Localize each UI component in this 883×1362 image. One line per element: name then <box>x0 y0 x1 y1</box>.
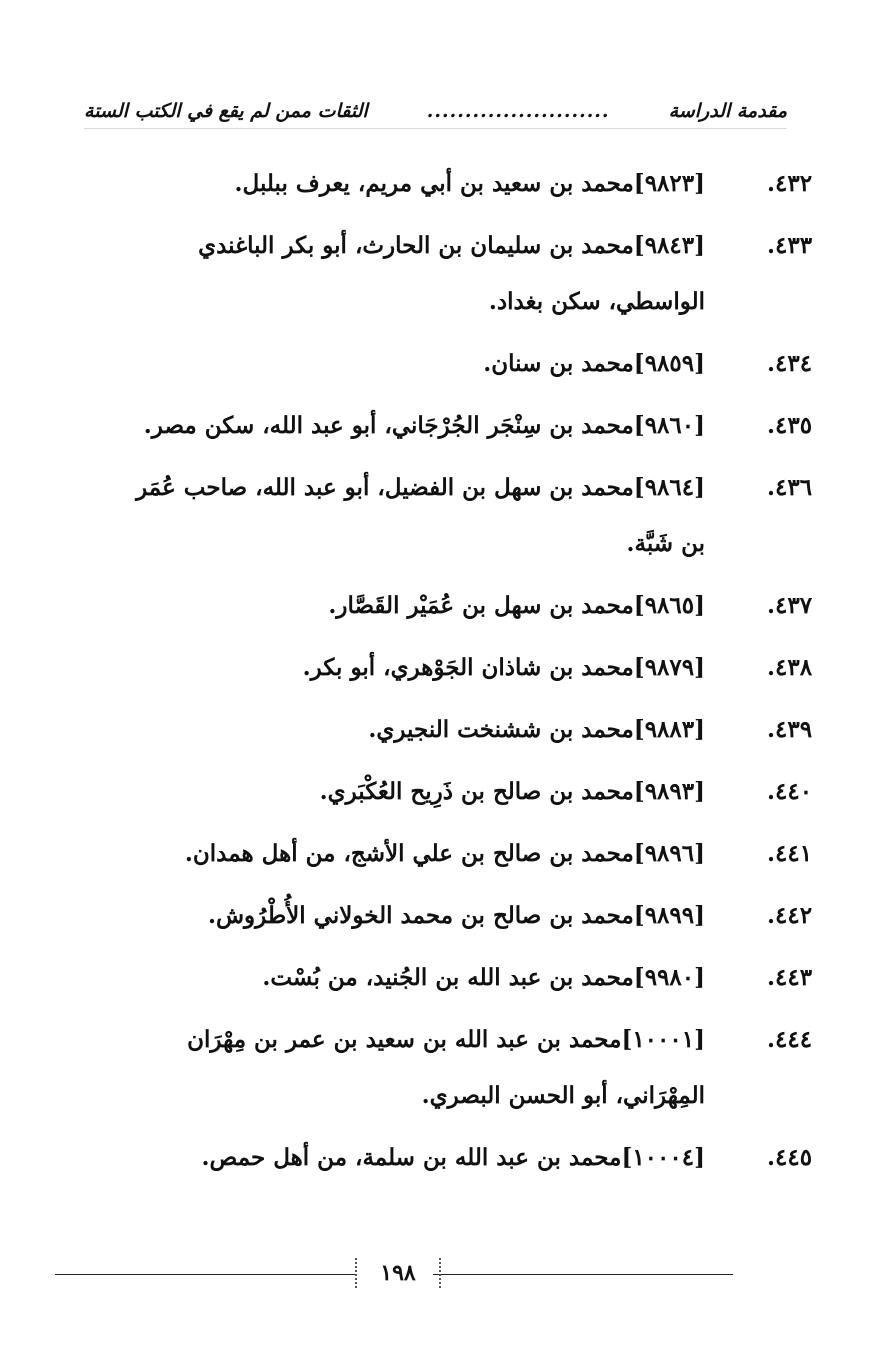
entry-body <box>60 398 705 454</box>
list-item <box>60 398 813 454</box>
entry-reference-number: [٩٨٢٣] <box>633 170 705 197</box>
entry-text: محمد بن شاذان الجَوْهري، أبو بكر. <box>302 654 634 681</box>
list-item <box>60 764 813 820</box>
entry-text: محمد بن سعيد بن أبي مريم، يعرف ببلبل. <box>234 170 634 197</box>
entry-number: ٤٤٤. <box>767 1026 813 1053</box>
entry-number: ٤٤٣. <box>767 964 813 991</box>
list-item <box>60 336 813 392</box>
entry-reference-number: [٩٨٩٣] <box>633 778 705 805</box>
entry-number: ٤٣٥. <box>767 412 813 439</box>
page-number: ١٩٨ <box>355 1258 441 1288</box>
entry-continuation: المِهْرَاني، أبو الحسن البصري. <box>421 1082 705 1109</box>
entry-reference-number: [٩٨٦٤] <box>633 474 705 501</box>
list-item <box>60 950 813 1006</box>
entry-text: محمد بن سليمان بن الحارث، أبو بكر الباغندي <box>198 232 634 259</box>
entry-body <box>60 826 705 882</box>
list-item <box>60 578 813 634</box>
entry-number: ٤٣٩. <box>767 716 813 743</box>
running-header <box>84 100 787 129</box>
entry-text: محمد بن عبد الله بن سعيد بن عمر بن مِهْرَان <box>187 1026 622 1053</box>
entry-number: ٤٣٣. <box>767 232 813 259</box>
page-footer <box>55 1258 733 1288</box>
entry-continuation: الواسطي، سكن بغداد. <box>488 288 705 315</box>
entry-number: ٤٤٥. <box>767 1144 813 1171</box>
entry-body <box>60 764 705 820</box>
entry-text: محمد بن ششنخت النجيري. <box>368 716 634 743</box>
list-item <box>60 218 813 330</box>
entry-body <box>60 336 705 392</box>
entry-body <box>60 888 705 944</box>
entry-reference-number: [٩٨٩٦] <box>633 840 705 867</box>
entry-text: محمد بن سِنْجَر الجُرْجَاني، أبو عبد الله، سكن مصر. <box>143 412 634 439</box>
entry-number: ٤٣٧. <box>767 592 813 619</box>
entry-number: ٤٣٦. <box>767 474 813 501</box>
list-item <box>60 1130 813 1186</box>
entry-text: محمد بن صالح بن ذَرِيح العُكْبَري. <box>319 778 634 805</box>
entry-number: ٤٣٨. <box>767 654 813 681</box>
footer-rule-left <box>55 1274 355 1275</box>
entry-reference-number: [١٠٠٠٤] <box>621 1144 705 1171</box>
entry-reference-number: [١٠٠٠١] <box>621 1026 705 1053</box>
entry-body <box>60 1012 705 1068</box>
entry-text: محمد بن عبد الله بن سلمة، من أهل حمص. <box>201 1144 622 1171</box>
footer-rule-right <box>433 1274 733 1275</box>
list-item <box>60 156 813 212</box>
entry-number: ٤٣٢. <box>767 170 813 197</box>
entry-continuation: بن شَبَّة. <box>626 530 705 557</box>
entry-reference-number: [٩٨٦٥] <box>633 592 705 619</box>
entry-text: محمد بن سهل بن عُمَيْر القَصَّار. <box>328 592 634 619</box>
list-item <box>60 1012 813 1124</box>
entry-text: محمد بن سنان. <box>483 350 634 377</box>
list-item <box>60 888 813 944</box>
entry-reference-number: [٩٨٨٣] <box>633 716 705 743</box>
entry-reference-number: [٩٨٦٠] <box>633 412 705 439</box>
entry-body <box>60 578 705 634</box>
entry-number: ٤٤٠. <box>767 778 813 805</box>
entry-body <box>60 460 705 516</box>
entry-text: محمد بن صالح بن محمد الخولاني الأُطْرُوش. <box>207 902 634 929</box>
entry-reference-number: [٩٨٩٩] <box>633 902 705 929</box>
header-section-title: مقدمة الدراسة <box>668 100 787 122</box>
list-item <box>60 702 813 758</box>
list-item <box>60 640 813 696</box>
entry-reference-number: [٩٨٧٩] <box>633 654 705 681</box>
narrator-list <box>60 156 813 1192</box>
entry-body <box>60 1130 705 1186</box>
entry-number: ٤٣٤. <box>767 350 813 377</box>
entry-number: ٤٤٢. <box>767 902 813 929</box>
entry-body <box>60 218 705 274</box>
entry-reference-number: [٩٨٤٣] <box>633 232 705 259</box>
entry-reference-number: [٩٩٨٠] <box>633 964 705 991</box>
entry-body <box>60 156 705 212</box>
entry-number: ٤٤١. <box>767 840 813 867</box>
list-item <box>60 460 813 572</box>
entry-text: محمد بن صالح بن علي الأشج، من أهل همدان. <box>184 840 634 867</box>
header-leader-dots: ........................ <box>426 100 610 122</box>
entry-body <box>60 950 705 1006</box>
entry-reference-number: [٩٨٥٩] <box>633 350 705 377</box>
entry-body <box>60 702 705 758</box>
entry-body <box>60 640 705 696</box>
entry-text: محمد بن سهل بن الفضيل، أبو عبد الله، صاحب عُمَر <box>136 474 634 501</box>
header-chapter-title: الثقات ممن لم يقع في الكتب الستة <box>84 100 368 122</box>
list-item <box>60 826 813 882</box>
entry-text: محمد بن عبد الله بن الجُنيد، من بُسْت. <box>262 964 634 991</box>
